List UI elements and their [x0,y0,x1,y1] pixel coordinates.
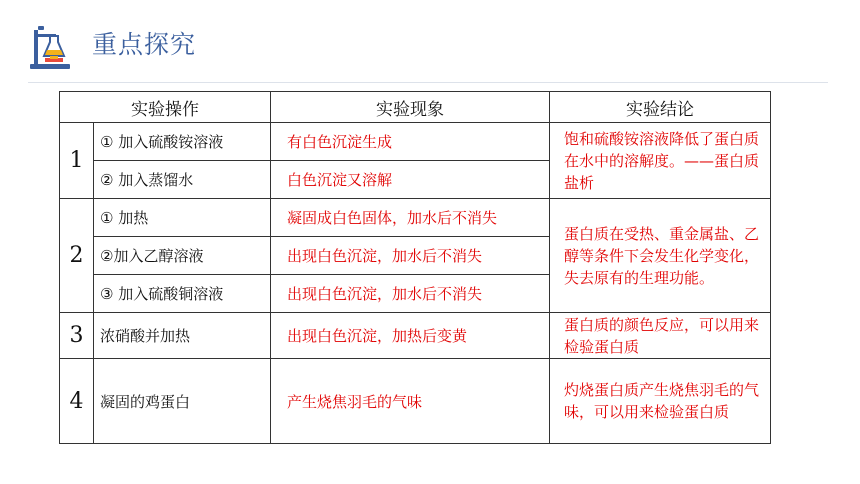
conclusion-cell: 蛋白质在受热、重金属盐、乙醇等条件下会发生化学变化，失去原有的生理功能。 [550,199,771,313]
column-header-operation: 实验操作 [60,92,271,123]
operation-cell: ②加入乙醇溶液 [94,237,271,275]
group-number: 2 [60,199,94,313]
column-header-phenomenon: 实验现象 [271,92,550,123]
experiment-table [59,91,771,444]
header [0,0,860,84]
conclusion-cell: 蛋白质的颜色反应，可以用来检验蛋白质 [550,313,771,359]
table-row [60,313,771,359]
header-divider [28,82,828,83]
table-row [60,123,771,161]
operation-cell: 浓硝酸并加热 [94,313,271,359]
phenomenon-cell: 出现白色沉淀，加水后不消失 [271,237,550,275]
group-number: 1 [60,123,94,199]
column-header-conclusion: 实验结论 [550,92,771,123]
operation-cell: ③ 加入硫酸铜溶液 [94,275,271,313]
lab-stand-flask-icon [28,22,74,72]
table-row [60,359,771,444]
phenomenon-cell: 凝固成白色固体，加水后不消失 [271,199,550,237]
page-title: 重点探究 [92,30,197,59]
group-number: 4 [60,359,94,444]
operation-cell: 凝固的鸡蛋白 [94,359,271,444]
table-header-row [60,92,771,123]
table-row [60,199,771,237]
phenomenon-cell: 出现白色沉淀，加水后不消失 [271,275,550,313]
conclusion-cell: 饱和硫酸铵溶液降低了蛋白质在水中的溶解度。——蛋白质盐析 [550,123,771,199]
phenomenon-cell: 白色沉淀又溶解 [271,161,550,199]
phenomenon-cell: 产生烧焦羽毛的气味 [271,359,550,444]
operation-cell: ① 加热 [94,199,271,237]
operation-cell: ② 加入蒸馏水 [94,161,271,199]
phenomenon-cell: 有白色沉淀生成 [271,123,550,161]
phenomenon-cell: 出现白色沉淀，加热后变黄 [271,313,550,359]
group-number: 3 [60,313,94,359]
conclusion-cell: 灼烧蛋白质产生烧焦羽毛的气味，可以用来检验蛋白质 [550,359,771,444]
operation-cell: ① 加入硫酸铵溶液 [94,123,271,161]
